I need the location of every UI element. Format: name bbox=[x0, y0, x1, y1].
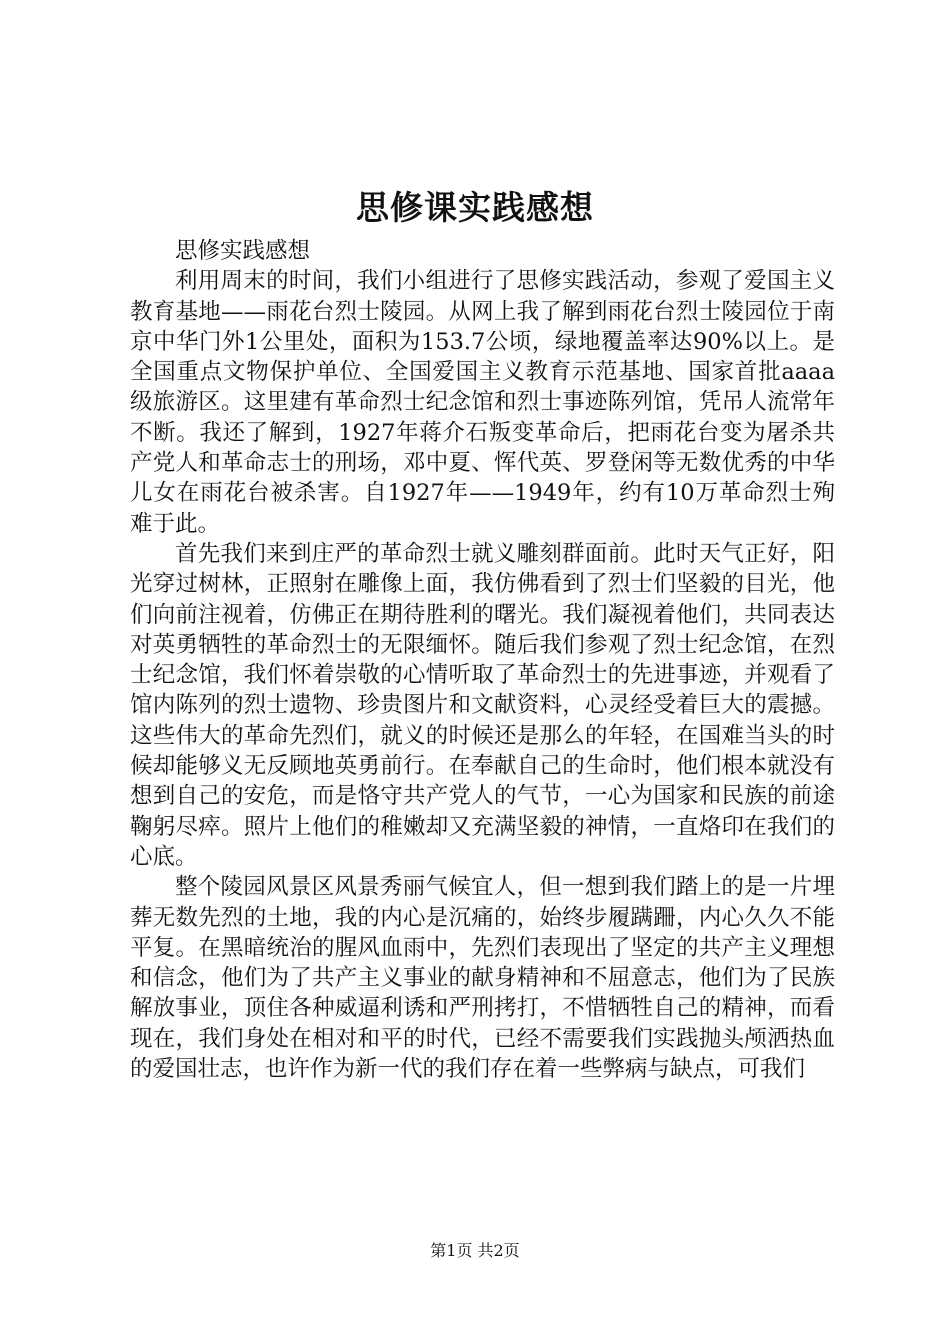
body-paragraph: 整个陵园风景区风景秀丽气候宜人，但一想到我们踏上的是一片埋葬无数先烈的土地，我的内心是沉痛的，始终步履蹒跚，内心久久不能平复。在黑暗统治的腥风血雨中，先烈们表现出了坚定的共产主义理想和信念，他们为了共产主义事业的献身精神和不屈意志，他们为了民族解放事业，顶住各种威逼利诱和严刑拷打，不惜牺牲自己的精神，而看现在，我们身处在相对和平的时代，已经不需要我们实践抛头颅洒热血的爱国壮志，也许作为新一代的我们存在着一些弊病与缺点，可我们 bbox=[130, 874, 835, 1083]
subtitle-paragraph: 思修实践感想 bbox=[175, 238, 311, 264]
body-paragraph: 利用周末的时间，我们小组进行了思修实践活动，参观了爱国主义教育基地——雨花台烈士陵园。从网上我了解到雨花台烈士陵园位于南京中华门外1公里处，面积为153.7公顷，绿地覆盖率达90%以上。是全国重点文物保护单位、全国爱国主义教育示范基地、国家首批aaaa级旅游区。这里建有革命烈士纪念馆和烈士事迹陈列馆，凭吊人流常年不断。我还了解到，1927年蒋介石叛变革命后，把雨花台变为屠杀共产党人和革命志士的刑场，邓中夏、恽代英、罗登闲等无数优秀的中华儿女在雨花台被杀害。自1927年——1949年，约有10万革命烈士殉难于此。 bbox=[130, 268, 835, 537]
body-paragraph: 首先我们来到庄严的革命烈士就义雕刻群面前。此时天气正好，阳光穿过树林，正照射在雕像上面，我仿佛看到了烈士们坚毅的目光，他们向前注视着，仿佛正在期待胜利的曙光。我们凝视着他们，共同表达对英勇牺牲的革命烈士的无限缅怀。随后我们参观了烈士纪念馆，在烈士纪念馆，我们怀着崇敬的心情听取了革命烈士的先进事迹，并观看了馆内陈列的烈士遗物、珍贵图片和文献资料，心灵经受着巨大的震撼。这些伟大的革命先烈们，就义的时候还是那么的年轻，在国难当头的时候却能够义无反顾地英勇前行。在奉献自己的生命时，他们根本就没有想到自己的安危，而是恪守共产党人的气节，一心为国家和民族的前途鞠躬尽瘁。照片上他们的稚嫩却又充满坚毅的神情，一直烙印在我们的心底。 bbox=[130, 540, 835, 870]
page-number-footer: 第1页 共2页 bbox=[430, 1241, 520, 1260]
document-title: 思修课实践感想 bbox=[356, 188, 594, 227]
document-body bbox=[130, 236, 835, 1084]
